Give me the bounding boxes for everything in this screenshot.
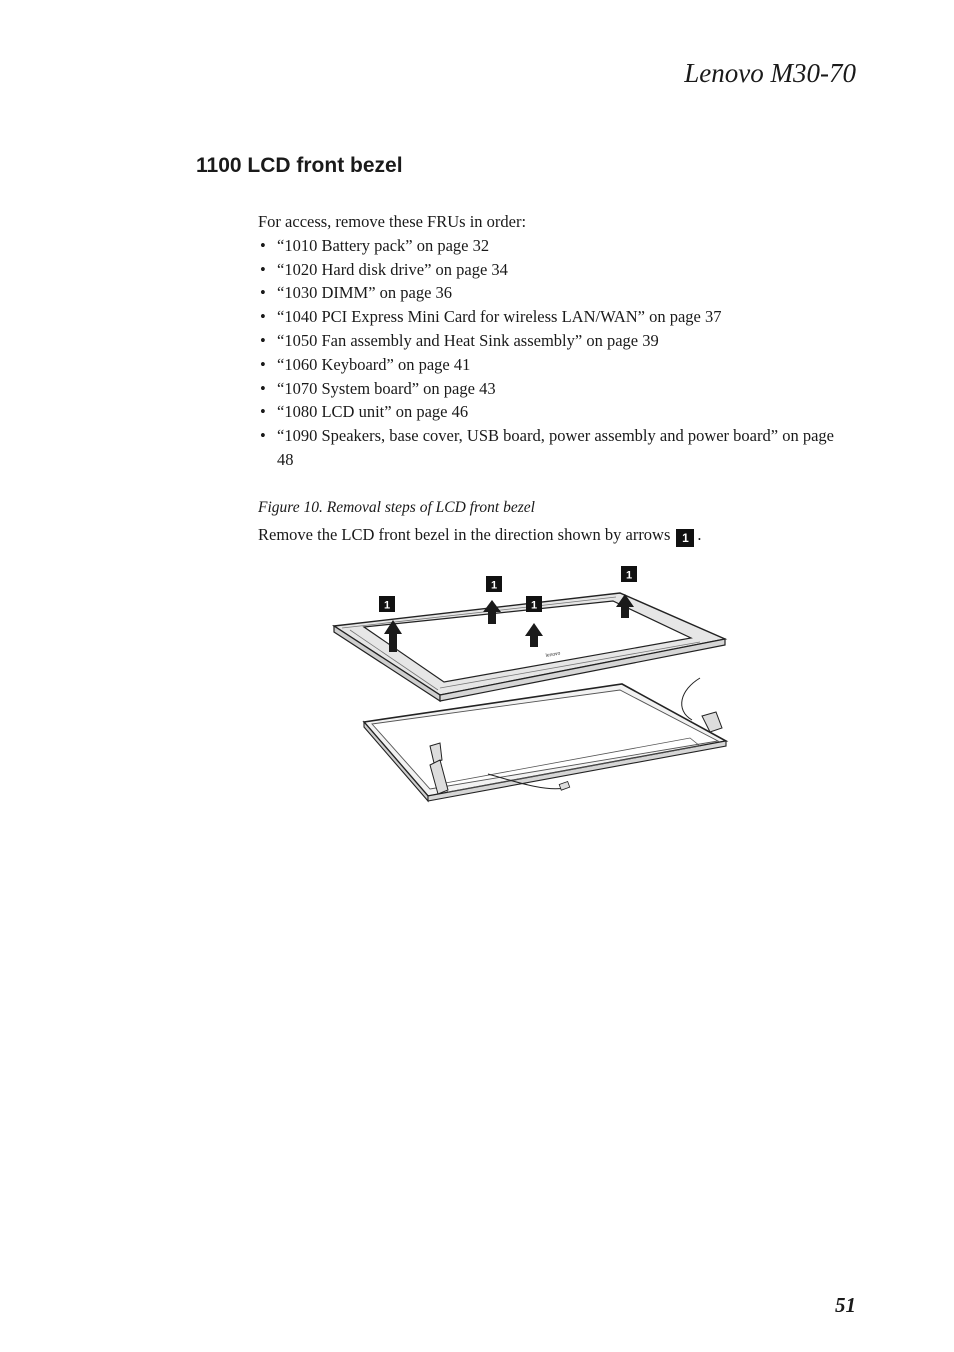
bezel-logo: lenovo [545,650,561,659]
instruction-end: . [697,525,702,544]
list-item: • “1060 Keyboard” on page 41 [258,353,858,377]
figure-instruction [258,525,702,547]
list-item: • “1080 LCD unit” on page 46 [258,400,858,424]
bezel-removal-diagram [320,560,740,810]
list-item: • “1050 Fan assembly and Heat Sink assembly” on page 39 [258,329,858,353]
list-item: • “1090 Speakers, base cover, USB board, power assembly and power board” on page 48 [258,424,858,472]
step-badge: 1 [676,529,694,547]
access-section [258,210,858,472]
header-title: Lenovo M30-70 [684,58,856,88]
lcd-panel [364,678,726,801]
step-badge-label: 1 [490,579,498,592]
instruction-text: Remove the LCD front bezel in the direction shown by arrows [258,525,671,544]
access-intro: For access, remove these FRUs in order: [258,212,527,231]
figure-caption: Figure 10. Removal steps of LCD front bezel [258,499,535,516]
section-title: 1100 LCD front bezel [196,154,403,177]
list-item: • “1040 PCI Express Mini Card for wireless LAN/WAN” on page 37 [258,305,858,329]
step-badge-label: 1 [383,599,391,612]
fru-list [258,234,858,472]
list-item: • “1020 Hard disk drive” on page 34 [258,258,858,282]
list-item: • “1010 Battery pack” on page 32 [258,234,858,258]
list-item: • “1030 DIMM” on page 36 [258,281,858,305]
step-badge-label: 1 [625,569,633,582]
list-item: • “1070 System board” on page 43 [258,377,858,401]
page-number: 51 [835,1293,856,1317]
step-badge-label: 1 [530,599,538,612]
